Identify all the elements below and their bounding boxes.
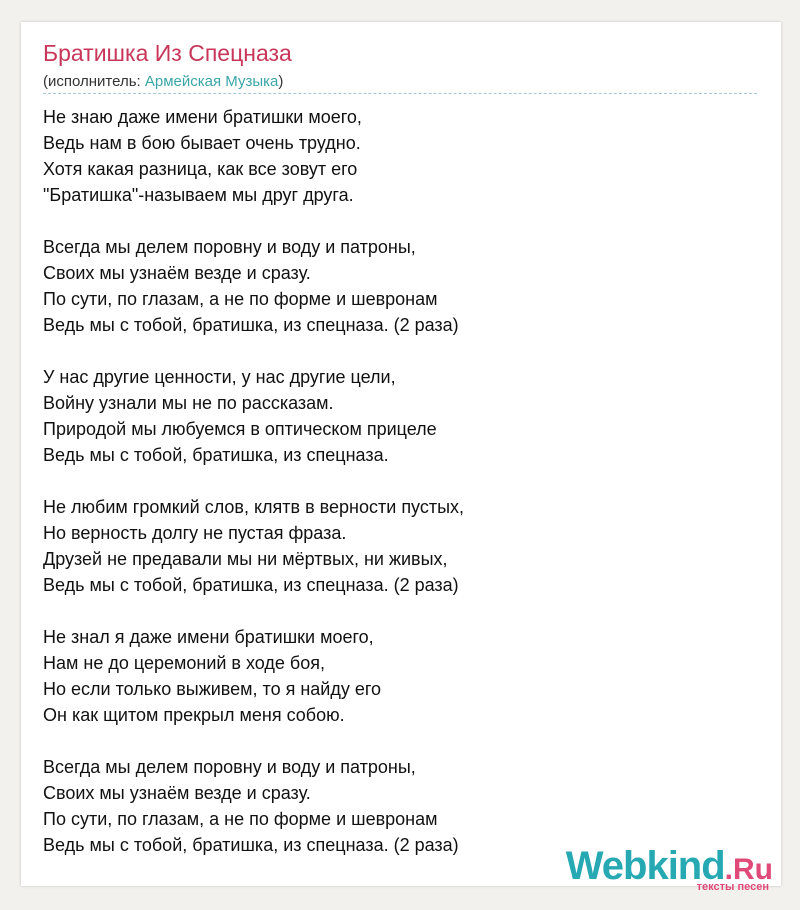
- lyric-line: Нам не до церемоний в ходе боя,: [43, 653, 325, 673]
- lyric-line: Войну узнали мы не по рассказам.: [43, 393, 334, 413]
- lyric-line: Своих мы узнаём везде и сразу.: [43, 783, 311, 803]
- lyric-line: Всегда мы делем поровну и воду и патроны,: [43, 757, 416, 777]
- lyric-line: Но если только выживем, то я найду его: [43, 679, 382, 699]
- stanza: [43, 104, 763, 208]
- logo-name: Webkind: [565, 844, 725, 888]
- lyric-line: Он как щитом прекрыл меня собою.: [43, 705, 345, 725]
- lyric-line: Ведь мы с тобой, братишка, из спецназа.: [43, 445, 389, 465]
- divider: [43, 93, 757, 94]
- artist-link[interactable]: Армейская Музыка: [144, 73, 279, 90]
- logo-tld: .Ru: [724, 853, 773, 886]
- stanza: [43, 234, 763, 338]
- lyric-line: Не знал я даже имени братишки моего,: [43, 627, 374, 647]
- lyric-line: Ведь мы с тобой, братишка, из спецназа. (2 раза): [43, 575, 459, 595]
- lyric-line: Ведь мы с тобой, братишка, из спецназа. (2 раза): [43, 835, 459, 855]
- performer-line: [43, 74, 283, 89]
- lyric-line: "Братишка"-называем мы друг друга.: [43, 185, 354, 205]
- lyric-line: Всегда мы делем поровну и воду и патроны,: [43, 237, 416, 257]
- logo-tagline: тексты песен: [696, 881, 769, 893]
- lyric-line: Друзей не предавали мы ни мёртвых, ни живых,: [43, 549, 448, 569]
- logo-wordmark: [566, 846, 773, 886]
- performer-prefix: (исполнитель:: [43, 73, 145, 90]
- lyric-line: Не знаю даже имени братишки моего,: [43, 107, 362, 127]
- lyric-line: У нас другие ценности, у нас другие цели,: [43, 367, 396, 387]
- site-logo[interactable]: [565, 844, 773, 893]
- lyrics-text: [43, 104, 763, 884]
- lyric-line: Но верность долгу не пустая фраза.: [43, 523, 347, 543]
- song-title: Братишка Из Спецназа: [43, 40, 292, 66]
- stanza: [43, 364, 763, 468]
- lyric-line: Ведь мы с тобой, братишка, из спецназа. (2 раза): [43, 315, 459, 335]
- lyric-line: Своих мы узнаём везде и сразу.: [43, 263, 311, 283]
- lyric-line: Не любим громкий слов, клятв в верности пустых,: [43, 497, 465, 517]
- lyric-line: По сути, по глазам, а не по форме и шевронам: [43, 809, 438, 829]
- lyric-line: Ведь нам в бою бывает очень трудно.: [43, 133, 361, 153]
- stanza: [43, 624, 763, 728]
- stanza: [43, 494, 763, 598]
- lyrics-page: [21, 22, 781, 886]
- stanza: [43, 754, 763, 858]
- lyric-line: Хотя какая разница, как все зовут его: [43, 159, 358, 179]
- lyric-line: Природой мы любуемся в оптическом прицеле: [43, 419, 437, 439]
- performer-suffix: ): [278, 73, 284, 90]
- lyric-line: По сути, по глазам, а не по форме и шевронам: [43, 289, 438, 309]
